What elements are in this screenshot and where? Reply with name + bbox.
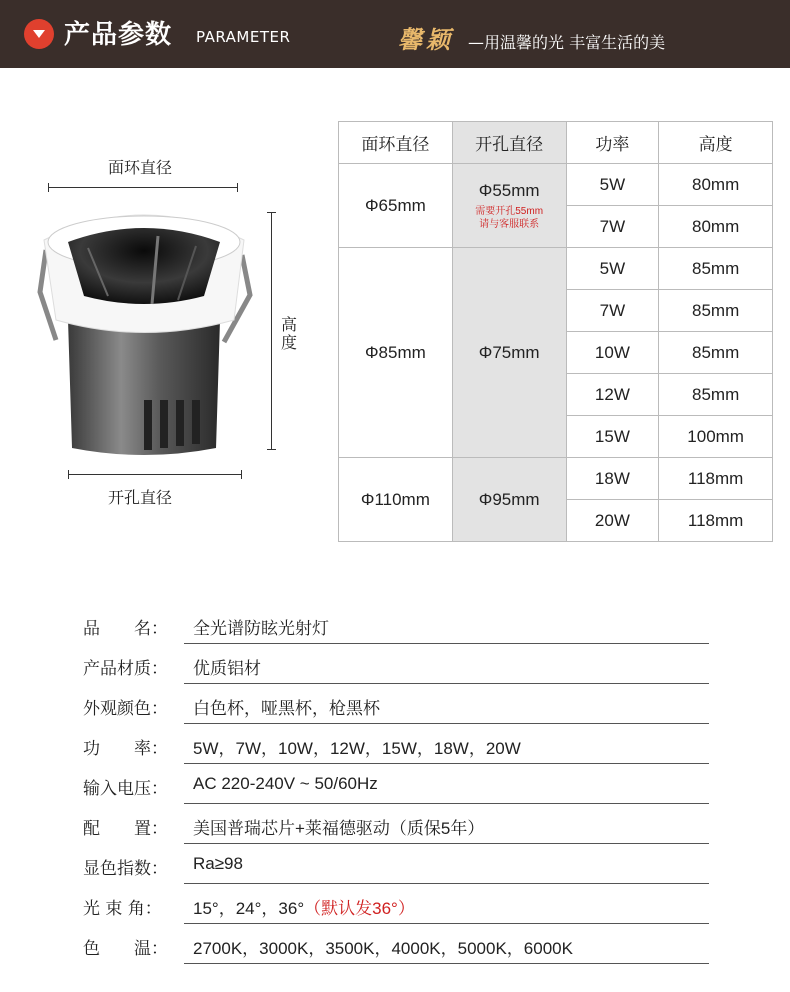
divider (184, 763, 709, 764)
power-cell: 5W (566, 164, 659, 206)
attribute-row-name (83, 606, 709, 646)
section-subtitle: PARAMETER (196, 28, 291, 46)
divider (184, 643, 709, 644)
attribute-value: 美国普瑞芯片+莱福德驱动（质保5年） (193, 819, 485, 838)
power-cell: 7W (566, 290, 659, 332)
attribute-row-material (83, 646, 709, 686)
height-cell: 85mm (659, 248, 773, 290)
power-cell: 10W (566, 332, 659, 374)
height-cell: 118mm (659, 458, 773, 500)
power-cell: 20W (566, 500, 659, 542)
table-row (339, 164, 773, 206)
attribute-key: 外观颜色： (83, 699, 168, 719)
brand-logo: 馨颖 (398, 25, 454, 54)
attribute-row-voltage (83, 766, 709, 806)
attribute-key: 显色指数： (83, 859, 168, 879)
table-row (339, 248, 773, 290)
power-cell: 18W (566, 458, 659, 500)
beam-angle-default-note: （默认发36°） (304, 899, 415, 918)
outer-diameter-cell: Φ65mm (339, 164, 453, 248)
height-cell: 85mm (659, 332, 773, 374)
attribute-row-cri (83, 846, 709, 886)
height-label: 高度 (281, 315, 298, 352)
attribute-value: 优质铝材 (193, 659, 261, 678)
attribute-value: 2700K，3000K，3500K，4000K，5000K，6000K (193, 939, 573, 958)
cutout-diameter-label: 开孔直径 (108, 488, 173, 507)
outer-diameter-dimension-line (48, 187, 238, 188)
cutout-diameter-cell: Φ95mm (452, 458, 566, 542)
height-cell: 80mm (659, 206, 773, 248)
table-row (339, 458, 773, 500)
attribute-key: 功 率： (83, 739, 168, 759)
table-header: 面环直径 (339, 122, 453, 164)
power-cell: 15W (566, 416, 659, 458)
divider (184, 843, 709, 844)
power-cell: 7W (566, 206, 659, 248)
power-cell: 12W (566, 374, 659, 416)
cutout-note-line1: 需要开孔55mm (475, 205, 544, 217)
divider (184, 683, 709, 684)
cutout-diameter-cell (452, 164, 566, 248)
outer-diameter-label: 面环直径 (108, 158, 173, 177)
spec-table (338, 121, 773, 542)
table-header: 功率 (566, 122, 659, 164)
divider (184, 923, 709, 924)
cutout-note-line2: 请与客服联系 (479, 218, 540, 230)
divider (184, 883, 709, 884)
height-cell: 80mm (659, 164, 773, 206)
beam-angle-values: 15°，24°，36° (193, 899, 305, 918)
height-cell: 85mm (659, 290, 773, 332)
attribute-key: 配 置： (83, 819, 168, 839)
attribute-value (193, 894, 415, 919)
attribute-value: AC 220-240V ~ 50/60Hz (193, 774, 378, 793)
attribute-value: 5W，7W，10W，12W，15W，18W，20W (193, 739, 521, 758)
header-bar (0, 0, 790, 68)
table-header: 高度 (659, 122, 773, 164)
cutout-diameter-cell: Φ75mm (452, 248, 566, 458)
cutout-dimension-line (68, 474, 242, 475)
attribute-key: 光 束 角： (83, 899, 162, 919)
divider (184, 963, 709, 964)
divider (184, 803, 709, 804)
attribute-value: 全光谱防眩光射灯 (193, 619, 329, 638)
height-cell: 85mm (659, 374, 773, 416)
height-dimension-line (271, 212, 272, 450)
outer-diameter-cell: Φ85mm (339, 248, 453, 458)
attribute-row-color-temp (83, 926, 709, 966)
power-cell: 5W (566, 248, 659, 290)
chevron-down-icon (24, 19, 54, 49)
downlight-product-image (28, 200, 260, 462)
outer-diameter-cell: Φ110mm (339, 458, 453, 542)
attribute-row-beam-angle (83, 886, 709, 926)
cutout-value: Φ55mm (478, 180, 540, 200)
attribute-row-config (83, 806, 709, 846)
attribute-row-power (83, 726, 709, 766)
divider (184, 723, 709, 724)
section-title: 产品参数 (64, 20, 173, 50)
height-cell: 100mm (659, 416, 773, 458)
attribute-key: 输入电压： (83, 779, 168, 799)
attribute-key: 色 温： (83, 939, 168, 959)
attribute-key: 产品材质： (83, 659, 168, 679)
height-cell: 118mm (659, 500, 773, 542)
attribute-row-color (83, 686, 709, 726)
attribute-value: Ra≥98 (193, 854, 243, 873)
attribute-value: 白色杯，哑黑杯，枪黑杯 (193, 699, 380, 718)
brand-slogan: —用温馨的光 丰富生活的美 (468, 33, 666, 52)
table-header: 开孔直径 (452, 122, 566, 164)
attribute-key: 品 名： (83, 619, 168, 639)
table-header-row (339, 122, 773, 164)
